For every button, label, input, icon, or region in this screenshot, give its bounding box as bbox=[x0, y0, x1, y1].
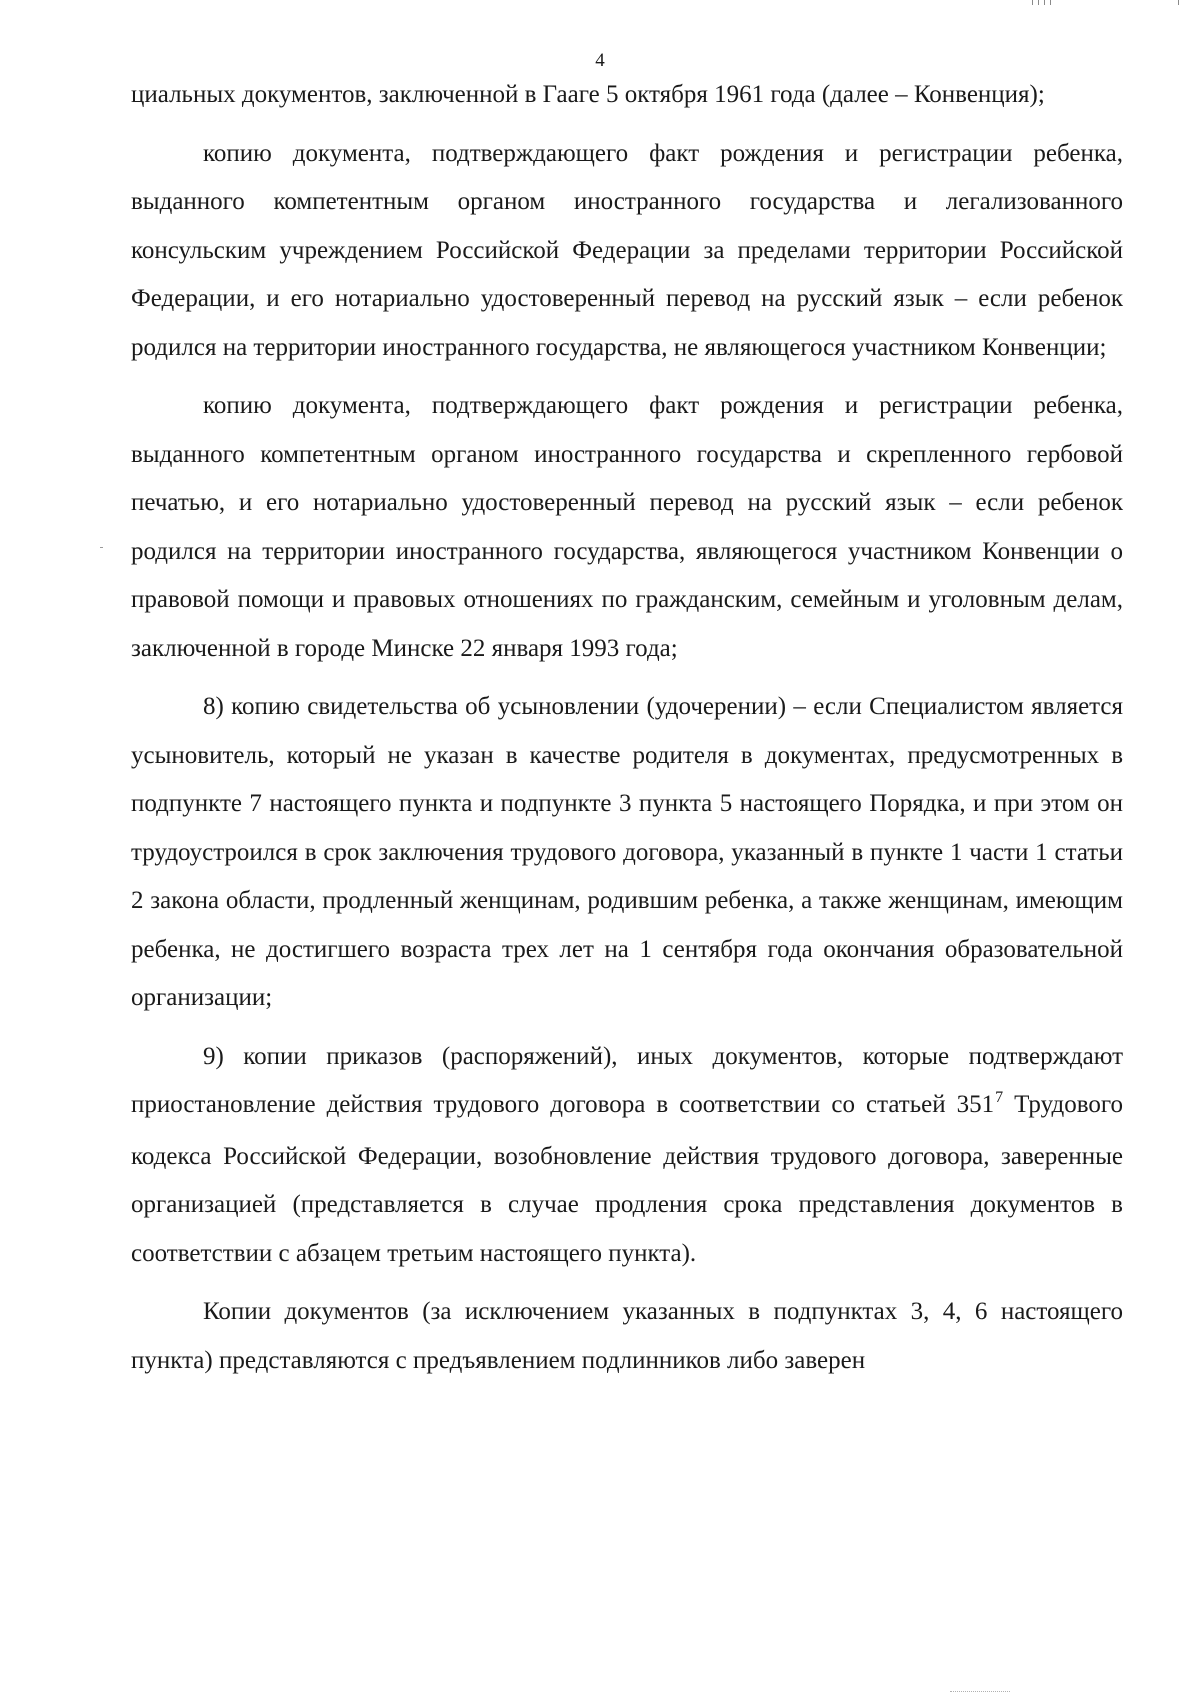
paragraph-copies-note: Копии документов (за исключением указанных в подпунктах 3, 4, 6 настоящего пункта) представляются с предъявлением подлинников либо заверен bbox=[131, 1298, 1123, 1374]
paragraph-continuation: циальных документов, заключенной в Гааге 5 октября 1961 года (далее – Конвенция); bbox=[131, 81, 1045, 108]
item-9-text-before: 9) копии приказов (распоряжений), иных документов, которые подтверждают приостановление действия трудового договора в соответствии со статьей 351 bbox=[131, 1042, 1123, 1118]
page-number: 4 bbox=[595, 50, 605, 71]
article-superscript: 7 bbox=[995, 1089, 1004, 1106]
item-9-text-after: Трудового кодекса Российской Федерации, возобновление действия трудового договора, заверенные организацией (представляется в случае продления срока представления документов в соответствии с абзацем третьим настоящего пункта). bbox=[131, 1091, 1123, 1267]
paragraph-item-8-adoption: 8) копию свидетельства об усыновлении (удочерении) – если Специалистом является усыновитель, который не указан в качестве родителя в документах, предусмотренных в подпункте 7 настоящего пункта и подпункте 3 пункта 5 настоящего Порядка, и при этом он трудоустроился в срок заключения трудового договора, указанный в пункте 1 части 1 статьи 2 закона области, продленный женщинам, родившим ребенка, а также женщинам, имеющим ребенка, не достигшего возраста трех лет на 1 сентября года окончания образовательной организации; bbox=[131, 693, 1123, 1011]
document-body bbox=[131, 71, 1123, 1385]
scan-speck bbox=[100, 547, 103, 548]
paragraph-birth-doc-non-convention: копию документа, подтверждающего факт рождения и регистрации ребенка, выданного компетентным органом иностранного государства и легализованного консульским учреждением Российской Федерации за пределами территории Российской Федерации, и его нотариально удостоверенный перевод на русский язык – если ребенок родился на территории иностранного государства, не являющегося участником Конвенции; bbox=[131, 139, 1123, 361]
paragraph-birth-doc-minsk-convention: копию документа, подтверждающего факт рождения и регистрации ребенка, выданного компетентным органом иностранного государства и скрепленного гербовой печатью, и его нотариально удостоверенный перевод на русский язык – если ребенок родился на территории иностранного государства, являющегося участником Конвенции о правовой помощи и правовых отношениях по гражданским, семейным и уголовным делам, заключенной в городе Минске 22 января 1993 года; bbox=[131, 392, 1123, 662]
scan-edge-mark bbox=[1030, 0, 1180, 6]
scan-bottom-marks bbox=[950, 1691, 1010, 1695]
paragraph-item-9-orders bbox=[131, 1033, 1123, 1279]
